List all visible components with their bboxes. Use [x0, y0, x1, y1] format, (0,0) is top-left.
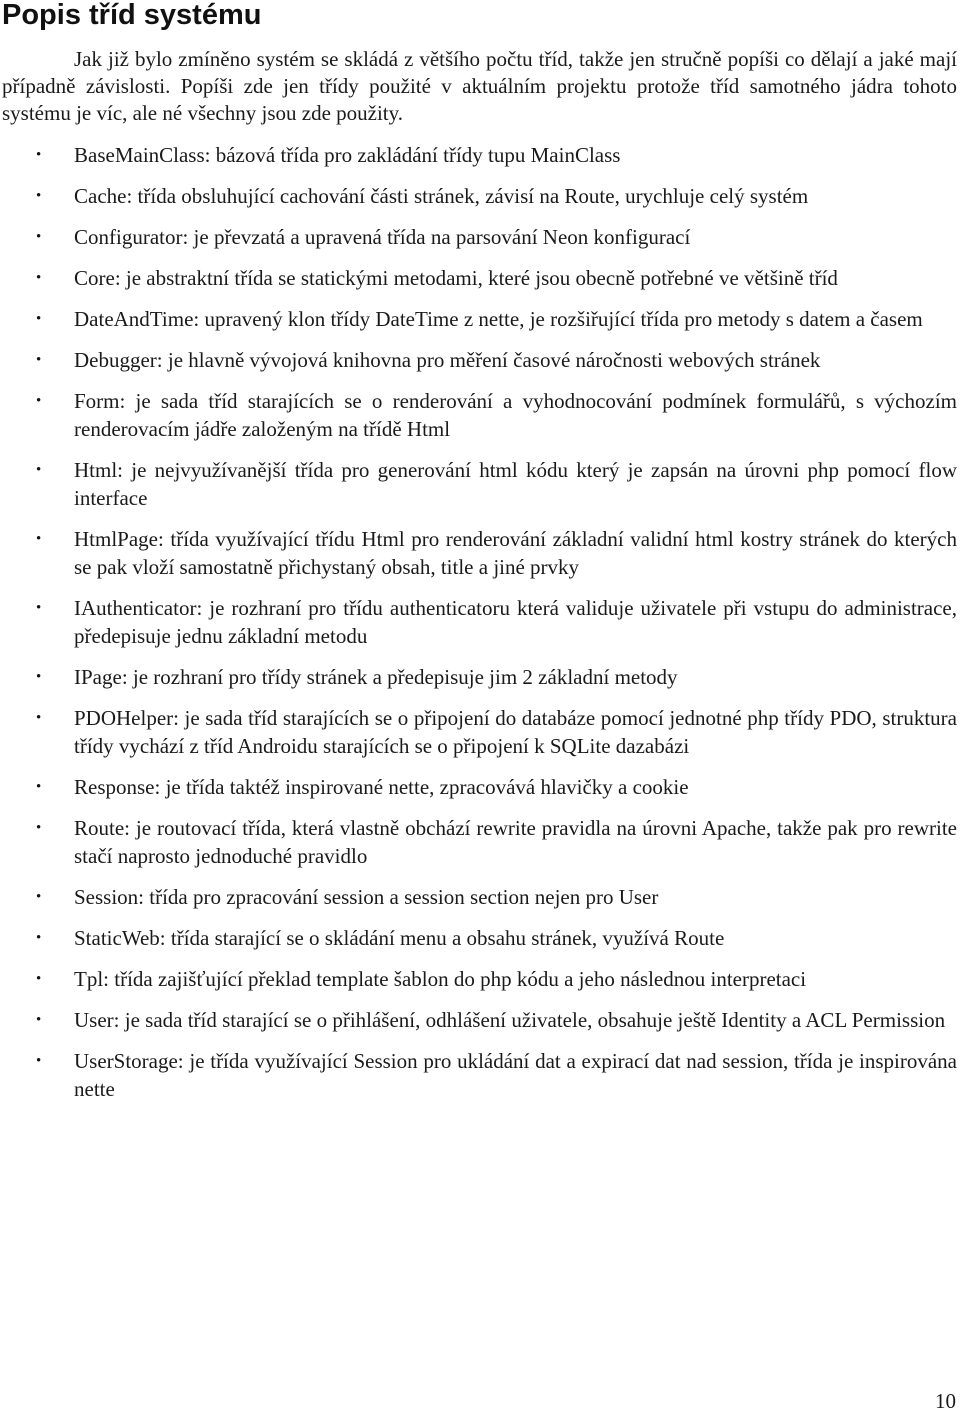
bullet-icon: • [36, 1053, 42, 1069]
bullet-icon: • [36, 393, 42, 409]
list-item-text: IPage: je rozhraní pro třídy stránek a předepisuje jim 2 základní metody [74, 665, 678, 689]
list-item-text: Cache: třída obsluhující cachování části stránek, závisí na Route, urychluje celý systém [74, 184, 809, 208]
list-item-text: StaticWeb: třída starající se o skládání menu a obsahu stránek, využívá Route [74, 926, 725, 950]
list-item-text: Configurator: je převzatá a upravená třída na parsování Neon konfigurací [74, 225, 691, 249]
bullet-icon: • [36, 1012, 42, 1028]
bullet-icon: • [36, 820, 42, 836]
section-heading: Popis tříd systému [2, 0, 262, 31]
bullet-icon: • [36, 531, 42, 547]
list-item [0, 305, 957, 333]
list-item-text: Debugger: je hlavně vývojová knihovna pro měření časové náročnosti webových stránek [74, 348, 821, 372]
bullet-icon: • [36, 188, 42, 204]
bullet-icon: • [36, 889, 42, 905]
list-item-text: Core: je abstraktní třída se statickými metodami, které jsou obecně potřebné ve většině tříd [74, 266, 838, 290]
page-number: 10 [935, 1389, 956, 1413]
list-item [0, 663, 957, 691]
list-item [0, 814, 957, 870]
list-item [0, 456, 957, 512]
list-item [0, 1047, 957, 1103]
list-item-text: Html: je nejvyužívanější třída pro generování html kódu který je zapsán na úrovni php pomocí flow interface [74, 458, 957, 510]
bullet-icon: • [36, 462, 42, 478]
list-item-text: User: je sada tříd starající se o přihlášení, odhlášení uživatele, obsahuje ještě Identity a ACL Permission [74, 1008, 946, 1032]
list-item [0, 525, 957, 581]
bullet-icon: • [36, 270, 42, 286]
list-item [0, 182, 957, 210]
list-item-text: Form: je sada tříd starajících se o renderování a vyhodnocování podmínek formulářů, s výchozím renderovacím jádře založeným na třídě Html [74, 389, 957, 441]
list-item [0, 594, 957, 650]
list-item-text: Tpl: třída zajišťující překlad template šablon do php kódu a jeho následnou interpretaci [74, 967, 807, 991]
bullet-icon: • [36, 710, 42, 726]
list-item-text: BaseMainClass: bázová třída pro zakládání třídy tupu MainClass [74, 143, 621, 167]
list-item-text: IAuthenticator: je rozhraní pro třídu authenticatoru která validuje uživatele při vstupu do administrace, předepisuje jednu základní metodu [74, 596, 957, 648]
list-item [0, 223, 957, 251]
list-item [0, 704, 957, 760]
list-item-text: Session: třída pro zpracování session a session section nejen pro User [74, 885, 659, 909]
list-item [0, 1006, 957, 1034]
class-list [0, 141, 957, 1116]
list-item [0, 773, 957, 801]
bullet-icon: • [36, 147, 42, 163]
bullet-icon: • [36, 352, 42, 368]
list-item [0, 264, 957, 292]
bullet-icon: • [36, 779, 42, 795]
list-item-text: DateAndTime: upravený klon třídy DateTime z nette, je rozšiřující třída pro metody s datem a časem [74, 307, 923, 331]
list-item-text: PDOHelper: je sada tříd starajících se o připojení do databáze pomocí jednotné php třídy PDO, struktura třídy vychází z tříd Androidu starajících se o připojení k SQLite dazabázi [74, 706, 957, 758]
bullet-icon: • [36, 600, 42, 616]
list-item [0, 965, 957, 993]
list-item [0, 387, 957, 443]
list-item-text: HtmlPage: třída využívající třídu Html pro renderování základní validní html kostry stránek do kterých se pak vloží samostatně přichystaný obsah, title a jiné prvky [74, 527, 957, 579]
list-item [0, 346, 957, 374]
bullet-icon: • [36, 669, 42, 685]
list-item [0, 883, 957, 911]
list-item-text: Route: je routovací třída, která vlastně obchází rewrite pravidla na úrovni Apache, takže pak pro rewrite stačí naprosto jednoduché pravidlo [74, 816, 957, 868]
bullet-icon: • [36, 930, 42, 946]
list-item-text: Response: je třída taktéž inspirované nette, zpracovává hlavičky a cookie [74, 775, 689, 799]
list-item [0, 141, 957, 169]
bullet-icon: • [36, 311, 42, 327]
bullet-icon: • [36, 229, 42, 245]
bullet-icon: • [36, 971, 42, 987]
intro-paragraph: Jak již bylo zmíněno systém se skládá z většího počtu tříd, takže jen stručně popíši co dělají a jaké mají případně závislosti. Popíši zde jen třídy použité v aktuálním projektu protože tříd samotného jádra tohoto systému je víc, ale né všechny jsou zde použity. [2, 47, 957, 125]
list-item-text: UserStorage: je třída využívající Session pro ukládání dat a expirací dat nad session, třída je inspirována nette [74, 1049, 957, 1101]
list-item [0, 924, 957, 952]
